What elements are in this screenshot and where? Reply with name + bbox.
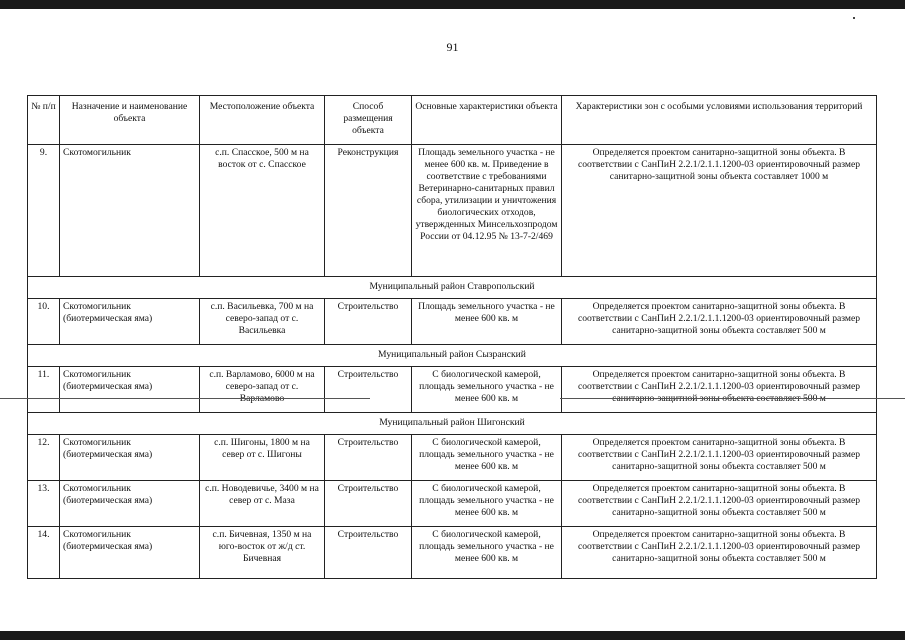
section-title: Муниципальный район Шигонский <box>28 413 877 435</box>
zone-characteristics: Определяется проектом санитарно-защитной зоны объекта. В соответствии с СанПиН 2.2.1/2.1.1.1200-03 ориентировочный размер санитарно-защитной зоны объекта составляет 500 м <box>562 481 877 527</box>
scan-line-right <box>560 398 905 399</box>
object-location: с.п. Шигоны, 1800 м на север от с. Шигоны <box>200 435 325 481</box>
object-name: Скотомогильник (биотермическая яма) <box>60 367 200 413</box>
placement-method: Строительство <box>325 367 412 413</box>
row-number: 11. <box>28 367 60 413</box>
row-number: 13. <box>28 481 60 527</box>
row-number: 14. <box>28 527 60 579</box>
placement-method: Строительство <box>325 299 412 345</box>
object-name: Скотомогильник (биотермическая яма) <box>60 527 200 579</box>
object-location: с.п. Новодевичье, 3400 м на север от с. Маза <box>200 481 325 527</box>
table-row <box>28 145 877 277</box>
table-row <box>28 481 877 527</box>
placement-method: Строительство <box>325 435 412 481</box>
table-row <box>28 299 877 345</box>
scan-top-border <box>0 0 905 9</box>
section-title: Муниципальный район Сызранский <box>28 345 877 367</box>
section-row <box>28 413 877 435</box>
object-characteristics: С биологической камерой, площадь земельного участка - не менее 600 кв. м <box>412 435 562 481</box>
placement-method: Строительство <box>325 481 412 527</box>
row-number: 10. <box>28 299 60 345</box>
header-zones: Характеристики зон с особыми условиями использования территорий <box>562 96 877 145</box>
section-title: Муниципальный район Ставропольский <box>28 277 877 299</box>
object-location: с.п. Бичевная, 1350 м на юго-восток от ж/д ст. Бичевная <box>200 527 325 579</box>
scan-bottom-border <box>0 631 905 640</box>
object-characteristics: Площадь земельного участка - не менее 600 кв. м. Приведение в соответствие с требованиями Ветеринарно-санитарных правил сбора, утилизации и уничтожения биологических отходов, утвержденных Минсельхозпродом России от 04.12.95 № 13-7-2/469 <box>412 145 562 277</box>
header-name: Назначение и наименование объекта <box>60 96 200 145</box>
object-characteristics: С биологической камерой, площадь земельного участка - не менее 600 кв. м <box>412 367 562 413</box>
zone-characteristics: Определяется проектом санитарно-защитной зоны объекта. В соответствии с СанПиН 2.2.1/2.1.1.1200-03 ориентировочный размер санитарно-защитной зоны объекта составляет 1000 м <box>562 145 877 277</box>
object-name: Скотомогильник (биотермическая яма) <box>60 481 200 527</box>
object-location: с.п. Варламово, 6000 м на северо-запад от с. <box>200 367 325 413</box>
table-header-row <box>28 96 877 145</box>
section-row <box>28 345 877 367</box>
zone-characteristics: Определяется проектом санитарно-защитной зоны объекта. В соответствии с СанПиН 2.2.1/2.1.1.1200-03 ориентировочный размер санитарно-защитной зоны объекта составляет 500 м <box>562 527 877 579</box>
zone-characteristics: Определяется проектом санитарно-защитной зоны объекта. В соответствии с СанПиН 2.2.1/2.1.1.1200-03 ориентировочный размер <box>562 367 877 413</box>
row-number: 9. <box>28 145 60 277</box>
table-row <box>28 435 877 481</box>
objects-table <box>27 95 877 579</box>
placement-method: Реконструкция <box>325 145 412 277</box>
object-location: с.п. Васильевка, 700 м на северо-запад от с. Васильевка <box>200 299 325 345</box>
object-name: Скотомогильник (биотермическая яма) <box>60 435 200 481</box>
scan-speck <box>853 17 855 19</box>
object-name: Скотомогильник <box>60 145 200 277</box>
header-num: № п/п <box>28 96 60 145</box>
scan-line-left <box>0 398 370 399</box>
table-row <box>28 527 877 579</box>
table-row <box>28 367 877 413</box>
header-location: Местоположение объекта <box>200 96 325 145</box>
object-characteristics: С биологической камерой, площадь земельного участка - не менее 600 кв. м <box>412 481 562 527</box>
table-body <box>28 145 877 579</box>
placement-method: Строительство <box>325 527 412 579</box>
header-method: Способ размещения объекта <box>325 96 412 145</box>
object-location: с.п. Спасское, 500 м на восток от с. Спасское <box>200 145 325 277</box>
page-number: 91 <box>446 40 459 54</box>
section-row <box>28 277 877 299</box>
row-number: 12. <box>28 435 60 481</box>
zone-characteristics: Определяется проектом санитарно-защитной зоны объекта. В соответствии с СанПиН 2.2.1/2.1.1.1200-03 ориентировочный размер санитарно-защитной зоны объекта составляет 500 м <box>562 299 877 345</box>
object-name: Скотомогильник (биотермическая яма) <box>60 299 200 345</box>
zone-characteristics: Определяется проектом санитарно-защитной зоны объекта. В соответствии с СанПиН 2.2.1/2.1.1.1200-03 ориентировочный размер санитарно-защитной зоны объекта составляет 500 м <box>562 435 877 481</box>
object-characteristics: Площадь земельного участка - не менее 600 кв. м <box>412 299 562 345</box>
header-characteristics: Основные характеристики объекта <box>412 96 562 145</box>
object-characteristics: С биологической камерой, площадь земельного участка - не менее 600 кв. м <box>412 527 562 579</box>
